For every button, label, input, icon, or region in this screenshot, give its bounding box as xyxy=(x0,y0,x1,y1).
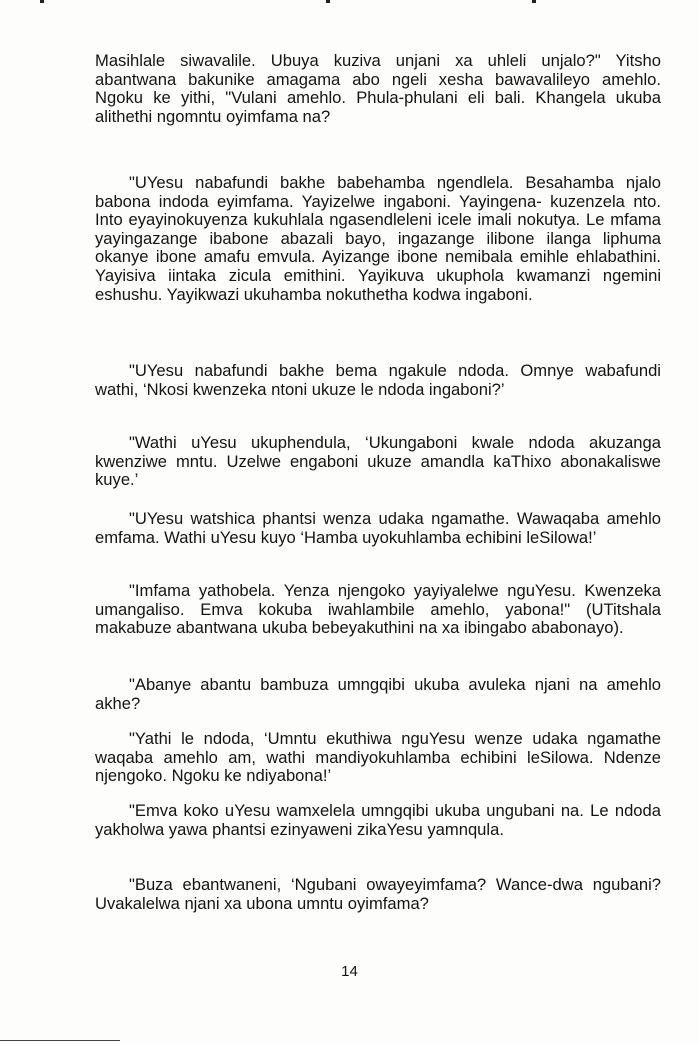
paragraph-1: Masihlale siwavalile. Ubuya kuziva unjani xa uhleli unjalo?" Yitsho abantwana bakunike amagama abo ngeli xesha bawavalileyo amehlo. Ngoku ke yithi, "Vulani amehlo. Phula-phulani eli bali. Khangela ukuba alithethi ngomntu oyimfama na? xyxy=(95,51,661,126)
paragraph-6: "Imfama yathobela. Yenza njengoko yayiyalelwe nguYesu. Kwenzeka umangaliso. Emva kokuba iwahlambile amehlo, yabona!" (UTitshala makabuze abantwana ukuba bebeyakuthini na xa ibingabo ababonayo). xyxy=(95,581,661,638)
scan-mark xyxy=(532,0,536,3)
page-number: 14 xyxy=(341,963,358,980)
scan-mark xyxy=(326,0,330,3)
paragraph-10: "Buza ebantwaneni, ‘Ngubani owayeyimfama? Wance-dwa ngubani? Uvakalelwa njani xa ubona umntu oyimfama? xyxy=(95,875,661,913)
paragraph-3: "UYesu nabafundi bakhe bema ngakule ndoda. Omnye wabafundi wathi, ‘Nkosi kwenzeka ntoni ukuze le ndoda ingaboni?’ xyxy=(95,361,661,399)
paragraph-4: "Wathi uYesu ukuphendula, ‘Ukungaboni kwale ndoda akuzanga kwenziwe mntu. Uzelwe engaboni ukuze amandla kaThixo abonakaliswe kuye.’ xyxy=(95,433,661,490)
paragraph-8: "Yathi le ndoda, ‘Umntu ekuthiwa nguYesu wenze udaka ngamathe waqaba amehlo am, wathi mandiyokuhlamba echibini leSilowa. Ndenze njengoko. Ngoku ke ndiyabona!’ xyxy=(95,729,661,786)
paragraph-7: "Abanye abantu bambuza umngqibi ukuba avuleka njani na amehlo akhe? xyxy=(95,675,661,713)
paragraph-2: "UYesu nabafundi bakhe babehamba ngendlela. Besahamba njalo babona indoda eyimfama. Yayizelwe ingaboni. Yayingena- kuzenzela nto. Into eyayinokuyenza kukuhlala ngasendleleni icele imali nokutya. Le mfama yayingazange ibabone abazali bayo, ingazange ilibone ilanga liphuma okanye ibone amafu emvula. Ayizange ibone nemibala emihle ehlabathini. Yayisiva iintaka zicula emithini. Yayikuva ukuphola kwamanzi ngemini eshushu. Yayikwazi ukuhamba nokuthetha kodwa ingaboni. xyxy=(95,173,661,304)
paragraph-5: "UYesu watshica phantsi wenza udaka ngamathe. Wawaqaba amehlo emfama. Wathi uYesu kuyo ‘Hamba uyokuhlamba echibini leSilowa!’ xyxy=(95,509,661,547)
scan-mark xyxy=(40,0,44,3)
paragraph-9: "Emva koko uYesu wamxelela umngqibi ukuba ungubani na. Le ndoda yakholwa yawa phantsi ezinyaweni zikaYesu yamnqula. xyxy=(95,801,661,839)
bottom-rule xyxy=(0,1040,120,1041)
